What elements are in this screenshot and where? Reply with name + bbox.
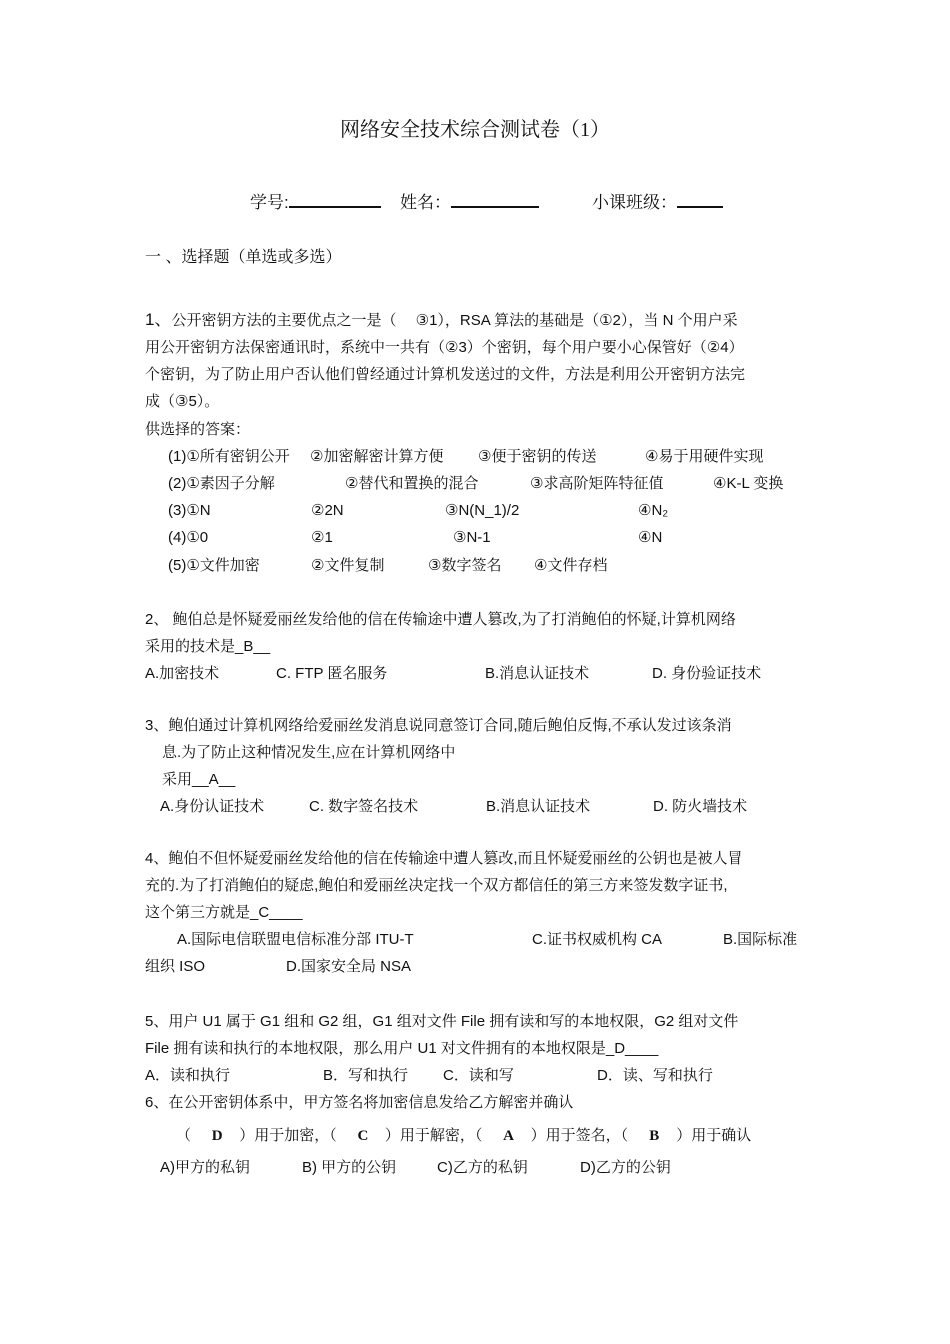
- name-blank: [451, 190, 539, 208]
- q4-option: A.国际电信联盟电信标准分部 ITU-T: [177, 931, 414, 948]
- q6-option: D)乙方的公钥: [580, 1159, 671, 1176]
- q1-option: (4)①0: [168, 529, 209, 546]
- q5-option: D．读、写和执行: [597, 1067, 713, 1084]
- student-id-blank: [289, 190, 381, 208]
- q1-line: 成（③5）。: [145, 393, 220, 410]
- q3-line: 3、鲍伯通过计算机网络给爱丽丝发消息说同意签订合同,随后鲍伯反悔,不承认发过该条消: [145, 717, 732, 734]
- student-id-field: [250, 190, 381, 213]
- q3-option: C. 数字签名技术: [309, 798, 419, 815]
- q1-option: ②替代和置换的混合: [345, 475, 479, 492]
- q5-line: File 拥有读和执行的本地权限，那么用户 U1 对文件拥有的本地权限是_D____: [145, 1040, 659, 1057]
- q6-text: ）用于加密，（: [239, 1127, 337, 1144]
- q1-option: (2)①素因子分解: [168, 475, 275, 492]
- q4-line: 4、鲍伯不但怀疑爱丽丝发给他的信在传输途中遭人篡改,而且怀疑爱丽丝的公钥也是被人冒: [145, 850, 743, 867]
- q6-answer: A: [503, 1128, 514, 1144]
- q6-answer: D: [211, 1128, 223, 1144]
- q1-option: (5)①文件加密: [168, 557, 260, 574]
- q3-line: 采用__A__: [162, 771, 236, 788]
- q2-option: C. FTP 匿名服务: [276, 665, 388, 682]
- q2-option: A.加密技术: [145, 665, 220, 682]
- q1-line: 用公开密钥方法保密通讯时，系统中一共有（②3）个密钥，每个用户要小心保管好（②4）: [145, 339, 744, 356]
- q1-text: 公开密钥方法的主要优点之一是（ ③1），RSA 算法的基础是（①2），当 N 个用户采: [171, 312, 738, 329]
- q6-answer: C: [357, 1128, 369, 1144]
- q1-number: 1、: [145, 310, 172, 329]
- q3-option: A.身份认证技术: [160, 798, 265, 815]
- q5-option: C．读和写: [443, 1067, 514, 1084]
- q6-option: B) 甲方的公钥: [302, 1159, 397, 1176]
- q1-option: ④易于用硬件实现: [645, 448, 764, 465]
- q2-line: 2、 鲍伯总是怀疑爱丽丝发给他的信在传输途中遭人篡改,为了打消鲍伯的怀疑,计算机网络: [145, 611, 736, 628]
- q1-option: ②加密解密计算方便: [310, 448, 444, 465]
- q1-line: [145, 310, 738, 331]
- page-title: 网络安全技术综合测试卷（1）: [340, 119, 610, 141]
- q6-text: ）用于解密，（: [384, 1127, 483, 1144]
- q4-option: C.证书权威机构 CA: [532, 931, 663, 948]
- q1-option: ③求高阶矩阵特征值: [530, 475, 664, 492]
- name-field: [400, 190, 539, 213]
- q3-line: 息.为了防止这种情况发生,应在计算机网络中: [162, 744, 456, 761]
- q1-option: ④N₂: [638, 502, 669, 519]
- q1-option: ③N(N_1)/2: [445, 502, 520, 519]
- q1-option: ②1: [311, 529, 333, 546]
- q5-option: B．写和执行: [323, 1067, 409, 1084]
- q5-line: 5、用户 U1 属于 G1 组和 G2 组，G1 组对文件 File 拥有读和写的本地权限，G2 组对文件: [145, 1013, 739, 1030]
- q1-option: (1)①所有密钥公开: [168, 448, 290, 465]
- q1-option: ④N: [638, 529, 663, 546]
- q1-options-label: 供选择的答案：: [145, 421, 251, 438]
- q1-option: ④文件存档: [534, 557, 608, 574]
- q6-option: C)乙方的私钥: [437, 1159, 528, 1176]
- q4-option: B.国际标准: [723, 931, 798, 948]
- q1-option: ③数字签名: [428, 557, 502, 574]
- q5-option: A．读和执行: [145, 1067, 231, 1084]
- q3-option: B.消息认证技术: [486, 798, 591, 815]
- name-label: 姓名：: [400, 193, 451, 212]
- q6-option: A)甲方的私钥: [160, 1159, 251, 1176]
- q6-line: 6、在公开密钥体系中，甲方签名将加密信息发给乙方解密并确认: [145, 1094, 574, 1111]
- q1-option: ③便于密钥的传送: [478, 448, 597, 465]
- q6-answer-line: [176, 1126, 751, 1146]
- q6-text: ）用于签名，（: [530, 1127, 629, 1144]
- section-heading: 一 、选择题（单选或多选）: [145, 249, 342, 266]
- q6-text: （: [176, 1127, 192, 1144]
- q2-line: 采用的技术是_B__: [145, 638, 271, 655]
- q6-text: ）用于确认: [676, 1127, 752, 1144]
- q1-option: ②2N: [311, 502, 344, 519]
- class-field: [592, 190, 723, 213]
- q4-line: 充的.为了打消鲍伯的疑虑,鲍伯和爱丽丝决定找一个双方都信任的第三方来签发数字证书,: [145, 877, 728, 894]
- q2-option: D. 身份验证技术: [652, 665, 762, 682]
- q1-option: ④K-L 变换: [713, 475, 784, 492]
- q1-option: (3)①N: [168, 502, 211, 519]
- q4-line: 这个第三方就是_C____: [145, 904, 303, 921]
- student-id-label: 学号:: [250, 193, 289, 212]
- q1-option: ②文件复制: [311, 557, 385, 574]
- q1-option: ③N-1: [453, 529, 491, 546]
- q4-option: D.国家安全局 NSA: [286, 958, 412, 975]
- q6-answer: B: [649, 1128, 660, 1144]
- class-blank: [677, 190, 723, 208]
- q4-option: 组织 ISO: [145, 958, 206, 975]
- q2-option: B.消息认证技术: [485, 665, 590, 682]
- class-label: 小课班级：: [592, 193, 677, 212]
- q3-option: D. 防火墙技术: [653, 798, 748, 815]
- q1-line: 个密钥，为了防止用户否认他们曾经通过计算机发送过的文件，方法是利用公开密钥方法完: [145, 366, 746, 383]
